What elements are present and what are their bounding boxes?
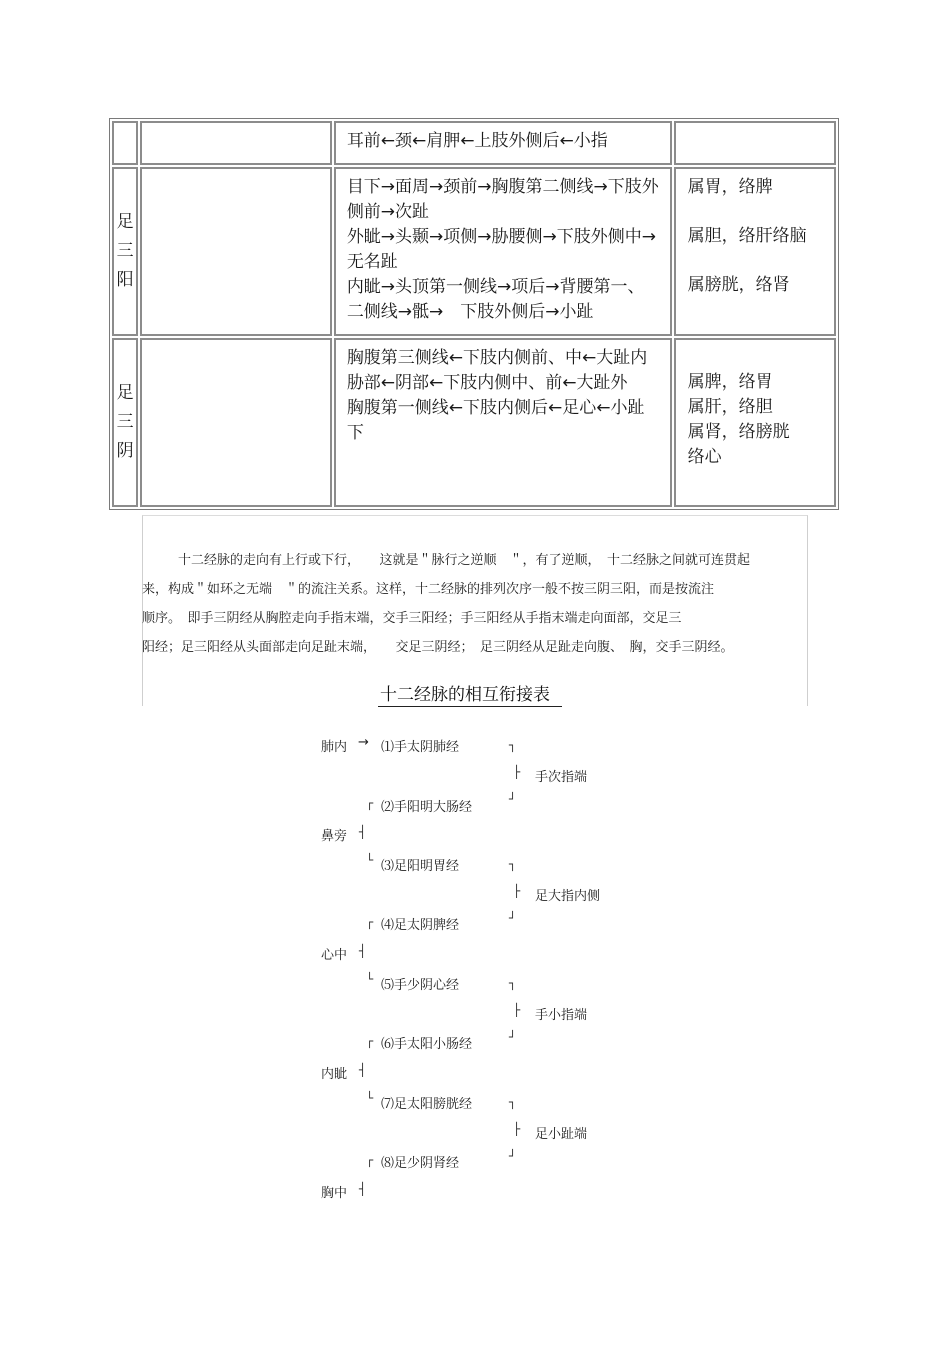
origin-label: 内眦 xyxy=(321,1067,348,1082)
belong-cell xyxy=(674,121,836,165)
belong-text: 属脾，络胃 xyxy=(687,372,773,392)
route-cell xyxy=(334,121,672,165)
bracket-right-bottom-icon: ┘ xyxy=(509,911,517,925)
route-text: 胁部←阴部←下肢内侧中、前←大趾外 xyxy=(346,373,628,393)
route-text: 胸腹第三侧线←下肢内侧前、中←大趾内 xyxy=(346,348,648,368)
group-cell xyxy=(112,167,138,336)
route-text: 胸腹第一侧线←下肢内侧后←足心←小趾下 xyxy=(346,398,645,443)
origin-label: 肺内 xyxy=(321,740,348,755)
bracket-right-bottom-icon: ┘ xyxy=(509,792,517,806)
meridian-route-table xyxy=(109,118,839,510)
belong-text: 属膀胱，络肾 xyxy=(687,275,790,295)
junction-tee-icon: ├ xyxy=(513,765,521,779)
empty-cell xyxy=(140,167,332,336)
belong-text: 属胆，络肝络脑 xyxy=(687,226,807,246)
meridian-label: ⑹手太阳小肠经 xyxy=(381,1037,473,1052)
route-text: 内眦→头顶第一侧线→项后→背腰第一、二侧线→骶→ 下肢外侧后→小趾 xyxy=(346,277,645,322)
empty-cell xyxy=(140,121,332,165)
group-cell xyxy=(112,121,138,165)
bracket-top-icon: ┌ xyxy=(366,1153,374,1167)
tee-icon: ┤ xyxy=(359,944,367,958)
route-cell xyxy=(334,167,672,336)
bracket-bottom-icon: └ xyxy=(366,972,374,986)
diagram-title: 十二经脉的相互衔接表 xyxy=(378,684,562,707)
tee-icon: ┤ xyxy=(359,1182,367,1196)
group-label: 足 三 阳 xyxy=(116,212,134,290)
route-text: 目下→面周→颈前→胸腹第二侧线→下肢外侧前→次趾 xyxy=(346,177,659,222)
paragraph-line: 阳经；足三阳经从头面部走向足趾末端， 交足三阴经； 足三阴经从足趾走向腹、 胸，交手三阴经。 xyxy=(142,640,734,655)
meridian-label: ⑸手少阴心经 xyxy=(381,978,460,993)
paragraph-line: 来，构成＂如环之无端 ＂的流注关系。这样，十二经脉的排列次序一般不按三阴三阳，而是按流注 xyxy=(142,582,715,597)
junction-label: 足大指内侧 xyxy=(535,889,601,904)
meridian-label: ⑵手阳明大肠经 xyxy=(381,800,473,815)
bracket-right-top-icon: ┐ xyxy=(509,976,517,990)
bracket-bottom-icon: └ xyxy=(366,1091,374,1105)
junction-tee-icon: ├ xyxy=(513,1003,521,1017)
tee-icon: ┤ xyxy=(359,1063,367,1077)
group-cell xyxy=(112,338,138,507)
bracket-right-bottom-icon: ┘ xyxy=(509,1149,517,1163)
junction-label: 手次指端 xyxy=(535,770,588,785)
belong-text: 属胃，络脾 xyxy=(687,177,773,197)
meridian-label: ⑷足太阴脾经 xyxy=(381,918,460,933)
route-text: 外眦→头颞→项侧→胁腰侧→下肢外侧中→无名趾 xyxy=(346,227,657,272)
bracket-top-icon: ┌ xyxy=(366,915,374,929)
route-cell xyxy=(334,338,672,507)
arrow-icon: → xyxy=(358,735,369,750)
meridian-label: ⑻足少阴肾经 xyxy=(381,1156,460,1171)
origin-label: 胸中 xyxy=(321,1186,348,1201)
bracket-right-top-icon: ┐ xyxy=(509,857,517,871)
origin-label: 心中 xyxy=(321,948,348,963)
table-row xyxy=(112,167,836,336)
belong-cell xyxy=(674,338,836,507)
paragraph-line: 十二经脉的走向有上行或下行， 这就是＂脉行之逆顺 ＂，有了逆顺， 十二经脉之间就可连贯起 xyxy=(178,553,751,568)
junction-label: 足小趾端 xyxy=(535,1127,588,1142)
route-text: 耳前←颈←肩胛←上肢外侧后←小指 xyxy=(346,131,608,151)
belong-text: 属肾，络膀胱络心 xyxy=(687,422,790,467)
table-row xyxy=(112,338,836,507)
origin-label: 鼻旁 xyxy=(321,829,348,844)
bracket-right-top-icon: ┐ xyxy=(509,738,517,752)
belong-text: 属肝，络胆 xyxy=(687,397,773,417)
junction-label: 手小指端 xyxy=(535,1008,588,1023)
bracket-right-top-icon: ┐ xyxy=(509,1095,517,1109)
bracket-bottom-icon: └ xyxy=(366,853,374,867)
meridian-label: ⑶足阳明胃经 xyxy=(381,859,460,874)
empty-cell xyxy=(140,338,332,507)
bracket-right-bottom-icon: ┘ xyxy=(509,1030,517,1044)
bracket-top-icon: ┌ xyxy=(366,1034,374,1048)
junction-tee-icon: ├ xyxy=(513,884,521,898)
paragraph-line: 顺序。 即手三阴经从胸腔走向手指末端，交手三阳经；手三阳经从手指末端走向面部，交足三 xyxy=(142,611,682,626)
meridian-label: ⑴手太阴肺经 xyxy=(381,740,460,755)
meridian-label: ⑺足太阳膀胱经 xyxy=(381,1097,473,1112)
belong-cell xyxy=(674,167,836,336)
tee-icon: ┤ xyxy=(359,825,367,839)
junction-tee-icon: ├ xyxy=(513,1122,521,1136)
group-label: 足 三 阴 xyxy=(116,383,134,461)
bracket-top-icon: ┌ xyxy=(366,796,374,810)
table-row xyxy=(112,121,836,165)
